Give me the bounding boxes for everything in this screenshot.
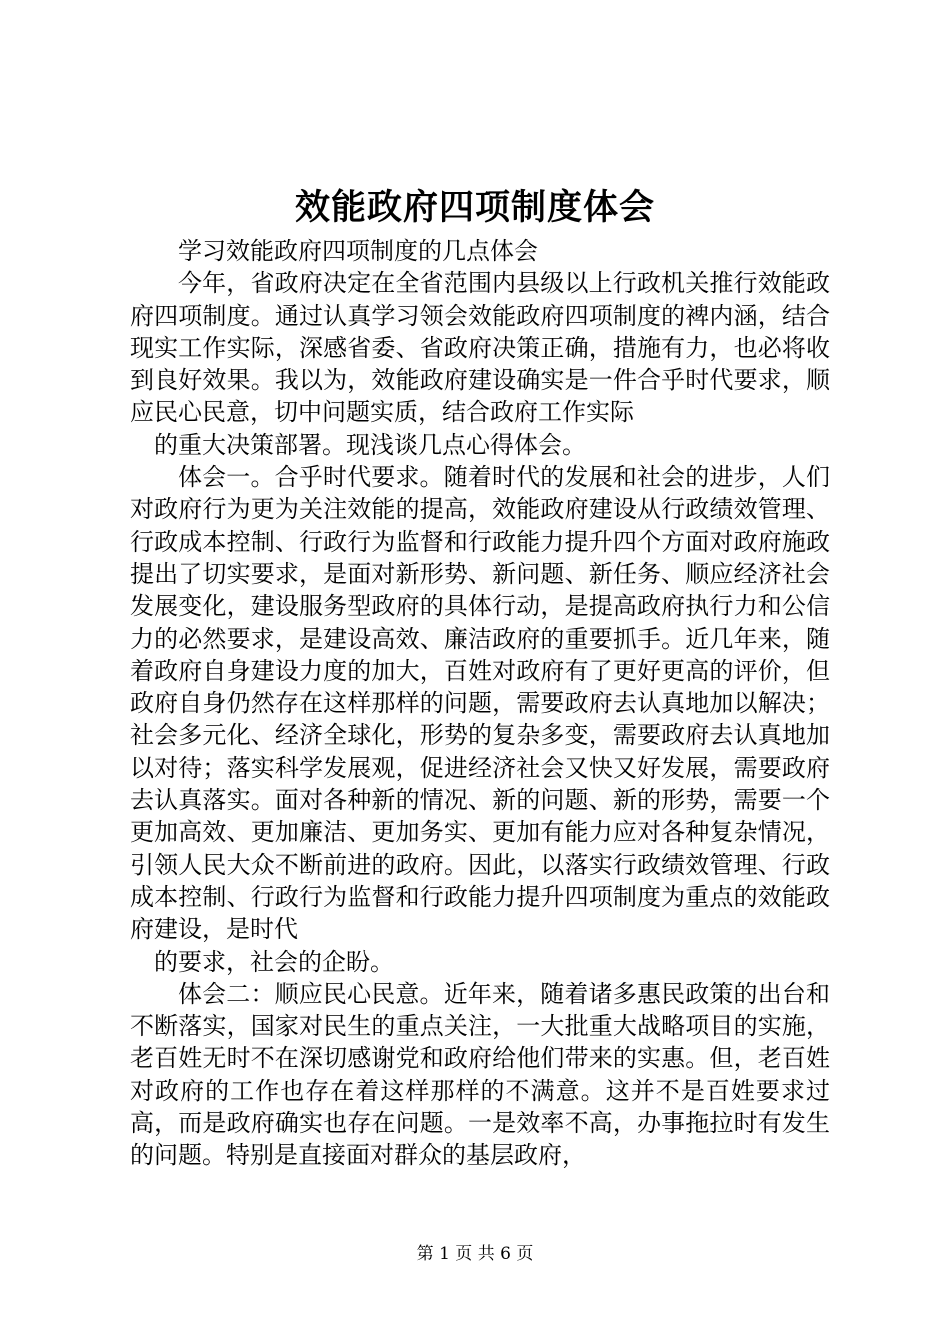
document-title: 效能政府四项制度体会 [294,187,655,228]
paragraph-intro: 今年，省政府决定在全省范围内县级以上行政机关推行效能政府四项制度。通过认真学习领会效能政府四项制度的裨内涵，结合现实工作实际，深感省委、省政府决策正确，措施有力，也必将收到良好效果。我以为，效能政府建设确实是一件合乎时代要求，顺应民心民意，切中问题实质，结合政府工作实际 [130,269,830,427]
paragraph-point-one-continued: 的要求，社会的企盼。 [154,947,394,976]
paragraph-intro-continued: 的重大决策部署。现浅谈几点心得体会。 [154,430,586,459]
paragraph-point-two: 体会二：顺应民心民意。近年来，随着诸多惠民政策的出台和不断落实，国家对民生的重点关注，一大批重大战略项目的实施，老百姓无时不在深切感谢党和政府给他们带来的实惠。但，老百姓对政府的工作也存在着这样那样的不满意。这并不是百姓要求过高，而是政府确实也存在问题。一是效率不高，办事拖拉时有发生的问题。特别是直接面对群众的基层政府， [130,979,830,1170]
paragraph-subtitle: 学习效能政府四项制度的几点体会 [178,237,538,265]
paragraph-point-one: 体会一。合乎时代要求。随着时代的发展和社会的进步，人们对政府行为更为关注效能的提高，效能政府建设从行政绩效管理、行政成本控制、行政行为监督和行政能力提升四个方面对政府施政提出了切实要求，是面对新形势、新问题、新任务、顺应经济社会发展变化，建设服务型政府的具体行动，是提高政府执行力和公信力的必然要求，是建设高效、廉洁政府的重要抓手。近几年来，随着政府自身建设力度的加大，百姓对政府有了更好更高的评价，但政府自身仍然存在这样那样的问题，需要政府去认真地加以解决；社会多元化、经济全球化，形势的复杂多变，需要政府去认真地加以对待；落实科学发展观，促进经济社会又快又好发展，需要政府去认真落实。面对各种新的情况、新的问题、新的形势，需要一个更加高效、更加廉洁、更加务实、更加有能力应对各种复杂情况，引领人民大众不断前进的政府。因此，以落实行政绩效管理、行政成本控制、行政行为监督和行政能力提升四项制度为重点的效能政府建设，是时代 [130,463,830,944]
document-body [130,235,830,1172]
page-number-footer: 第 1 页 共 6 页 [416,1244,534,1264]
